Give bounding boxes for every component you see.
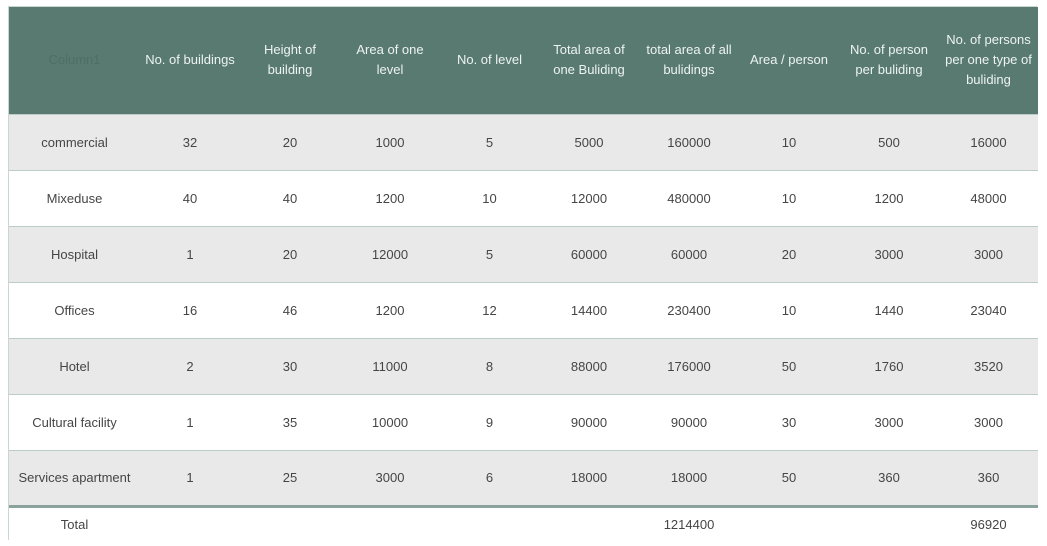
table-cell: 1	[186, 470, 194, 485]
table-cell: 3000	[974, 246, 1003, 262]
table-cell: 10	[781, 190, 797, 206]
table-body	[9, 114, 1038, 542]
table-cell: 32	[182, 134, 198, 150]
table-row	[9, 114, 1038, 170]
total-cell: 96920	[970, 517, 1007, 533]
table-cell: 90000	[670, 414, 708, 430]
table-cell: 2	[186, 358, 194, 374]
table-header	[9, 7, 1038, 114]
total-cell	[739, 506, 839, 542]
table-cell: 60000	[570, 246, 608, 262]
table-cell: 1000	[375, 134, 405, 150]
table-cell: 20	[781, 246, 797, 262]
table-row	[9, 226, 1038, 282]
total-cell	[539, 506, 639, 542]
header-no-of-buildings: No. of buildings	[145, 52, 235, 68]
table-cell: 360	[977, 470, 1000, 485]
table-cell: 35	[282, 414, 298, 430]
table-cell: 1200	[874, 190, 904, 206]
table-cell: 20	[282, 246, 298, 262]
total-cell	[240, 506, 340, 542]
total-cell: 1214400	[663, 517, 715, 533]
table-cell: 30	[781, 414, 797, 430]
table-cell: 5	[485, 134, 494, 150]
table-cell: 1200	[375, 190, 405, 206]
table-cell: 5000	[574, 134, 604, 150]
table-cell: 18000	[670, 470, 708, 485]
table-row	[9, 394, 1038, 450]
table-cell: 1200	[375, 302, 405, 318]
table-cell: 50	[781, 358, 797, 374]
table-cell: 18000	[570, 470, 608, 485]
header-row	[9, 7, 1038, 114]
table-cell: 10	[482, 190, 497, 206]
table-cell: 11000	[372, 358, 408, 374]
table-cell: 1760	[874, 358, 904, 374]
building-data-table	[9, 7, 1038, 542]
table-row	[9, 450, 1038, 506]
table-cell: 40	[282, 190, 298, 206]
table-cell: 3000	[974, 414, 1003, 430]
header-area-of-one-level: Area of one level	[356, 42, 424, 78]
table-cell: 160000	[667, 134, 711, 150]
header-area-per-person: Area / person	[749, 52, 829, 68]
table-cell: 46	[282, 302, 298, 318]
table-cell: 20	[282, 134, 298, 150]
table-cell: 230400	[667, 302, 711, 318]
total-cell	[440, 506, 539, 542]
total-row	[9, 506, 1038, 542]
table-cell: 48000	[970, 190, 1007, 206]
table-row	[9, 282, 1038, 338]
table-cell: 12000	[371, 246, 409, 262]
table-cell: 10000	[371, 414, 409, 430]
table-cell: 9	[485, 414, 494, 430]
header-persons-per-building: No. of person per buliding	[849, 42, 929, 78]
table-cell: 176000	[667, 358, 711, 374]
table-cell: 1	[186, 414, 194, 430]
total-label-cell: Total	[60, 517, 89, 533]
table-cell: 500	[878, 134, 900, 150]
table-cell: 16	[182, 302, 198, 318]
table-cell: 16000	[970, 134, 1007, 150]
table-cell: 10	[781, 302, 797, 318]
table-cell: 12	[482, 302, 497, 318]
table-cell: 480000	[667, 190, 711, 206]
total-cell	[340, 506, 440, 542]
row-label-cell: Hotel	[59, 358, 90, 374]
header-no-of-level: No. of level	[456, 52, 523, 68]
table-cell: 50	[781, 470, 797, 485]
table-cell: 1440	[874, 302, 904, 318]
row-label-cell: Services apartment	[18, 470, 131, 485]
table-row	[9, 338, 1038, 394]
data-table-container	[8, 6, 1037, 540]
row-label-cell: Offices	[54, 302, 95, 318]
table-cell: 12000	[570, 190, 608, 206]
table-cell: 3000	[375, 470, 405, 485]
header-total-area-one-building: Total area of one Buliding	[553, 42, 625, 78]
header-column1: Column1	[48, 52, 101, 68]
table-cell: 3520	[974, 358, 1003, 374]
total-cell	[839, 506, 939, 542]
table-cell: 3000	[874, 414, 904, 430]
table-cell: 14400	[570, 302, 608, 318]
row-label-cell: Mixeduse	[46, 190, 103, 206]
table-cell: 60000	[670, 246, 708, 262]
table-cell: 8	[485, 358, 494, 374]
row-label-cell: commercial	[41, 134, 108, 150]
table-cell: 6	[485, 470, 494, 485]
table-cell: 10	[781, 134, 797, 150]
table-cell: 23040	[970, 302, 1007, 318]
table-cell: 90000	[570, 414, 608, 430]
table-row	[9, 170, 1038, 226]
table-cell: 30	[282, 358, 298, 374]
header-height-of-building: Height of building	[263, 42, 317, 78]
table-cell: 1	[186, 246, 194, 262]
header-total-area-all-buildings: total area of all bulidings	[646, 42, 732, 78]
row-label-cell: Hospital	[51, 246, 98, 262]
table-cell: 40	[182, 190, 198, 206]
row-label-cell: Cultural facility	[32, 414, 117, 430]
table-cell: 360	[878, 470, 900, 485]
header-persons-per-type: No. of persons per one type of buliding	[945, 32, 1032, 88]
table-cell: 25	[282, 470, 298, 485]
table-cell: 5	[485, 246, 494, 262]
table-cell: 3000	[874, 246, 904, 262]
total-cell	[140, 506, 240, 542]
table-cell: 88000	[570, 358, 608, 374]
